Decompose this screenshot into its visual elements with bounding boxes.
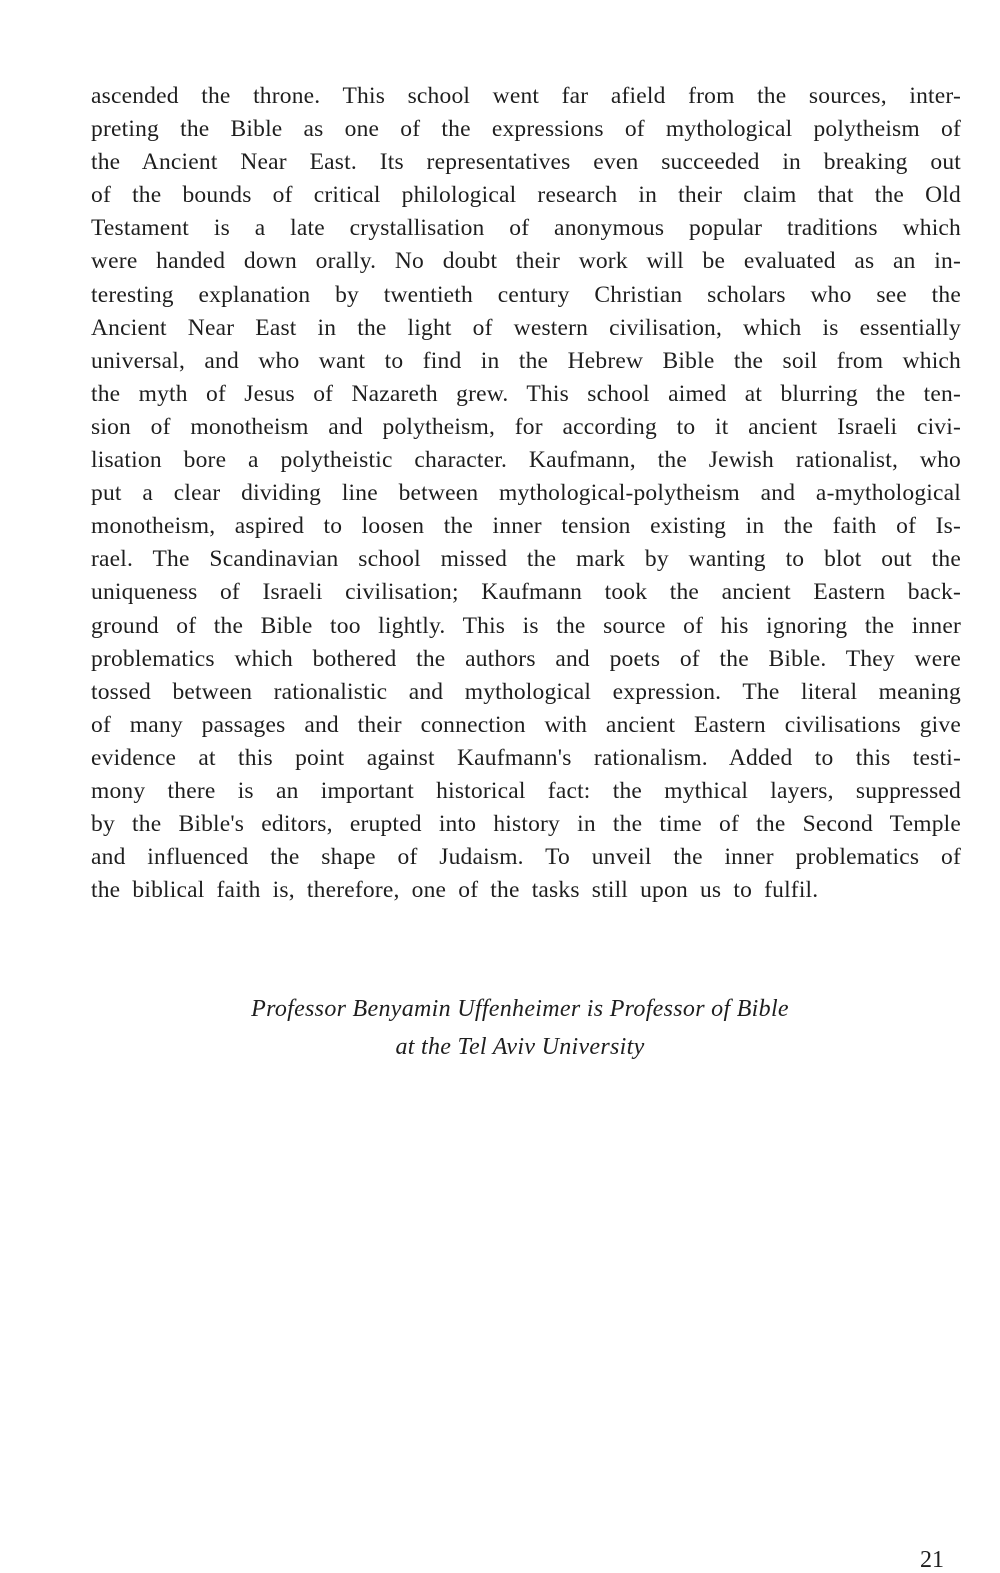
- text-line: preting the Bible as one of the expressions of mythological polytheism of: [91, 116, 961, 143]
- text-line: evidence at this point against Kaufmann's rationalism. Added to this testi-: [91, 744, 961, 771]
- author-byline: [0, 990, 1000, 1066]
- text-line: lisation bore a polytheistic character. Kaufmann, the Jewish rationalist, who: [91, 447, 961, 474]
- text-line: Ancient Near East in the light of western civilisation, which is essentially: [91, 314, 961, 341]
- text-line: of the bounds of critical philological research in their claim that the Old: [91, 182, 961, 209]
- text-line: universal, and who want to find in the Hebrew Bible the soil from which: [91, 347, 961, 374]
- text-line: the biblical faith is, therefore, one of the tasks still upon us to fulfil.: [91, 877, 819, 904]
- text-line: tossed between rationalistic and mythological expression. The literal meaning: [91, 678, 961, 705]
- text-line: sion of monotheism and polytheism, for according to it ancient Israeli civi-: [91, 413, 961, 440]
- text-line: rael. The Scandinavian school missed the mark by wanting to blot out the: [91, 546, 961, 573]
- text-line: by the Bible's editors, erupted into history in the time of the Second Temple: [91, 811, 961, 838]
- text-line: teresting explanation by twentieth century Christian scholars who see the: [91, 281, 961, 308]
- article-body: [91, 80, 961, 907]
- text-line: mony there is an important historical fact: the mythical layers, suppressed: [91, 777, 961, 804]
- text-line: ascended the throne. This school went far afield from the sources, inter-: [91, 83, 961, 109]
- page-number: 21: [920, 1547, 944, 1573]
- text-line: of many passages and their connection with ancient Eastern civilisations give: [91, 711, 961, 738]
- text-line: monotheism, aspired to loosen the inner tension existing in the faith of Is-: [91, 513, 961, 540]
- text-line: were handed down orally. No doubt their work will be evaluated as an in-: [91, 248, 961, 275]
- text-line: Testament is a late crystallisation of anonymous popular traditions which: [91, 215, 961, 242]
- text-line: the myth of Jesus of Nazareth grew. This school aimed at blurring the ten-: [91, 380, 961, 407]
- byline-line-2: at the Tel Aviv University: [395, 1034, 645, 1060]
- text-line: and influenced the shape of Judaism. To unveil the inner problematics of: [91, 844, 961, 871]
- text-line: uniqueness of Israeli civilisation; Kaufmann took the ancient Eastern back-: [91, 579, 961, 606]
- text-line: ground of the Bible too lightly. This is the source of his ignoring the inner: [91, 612, 961, 639]
- text-line: problematics which bothered the authors and poets of the Bible. They were: [91, 645, 961, 672]
- byline-line-1: Professor Benyamin Uffenheimer is Professor of Bible: [251, 996, 789, 1022]
- text-line: put a clear dividing line between mythological-polytheism and a-mythological: [91, 480, 961, 507]
- text-line: the Ancient Near East. Its representatives even succeeded in breaking out: [91, 149, 961, 176]
